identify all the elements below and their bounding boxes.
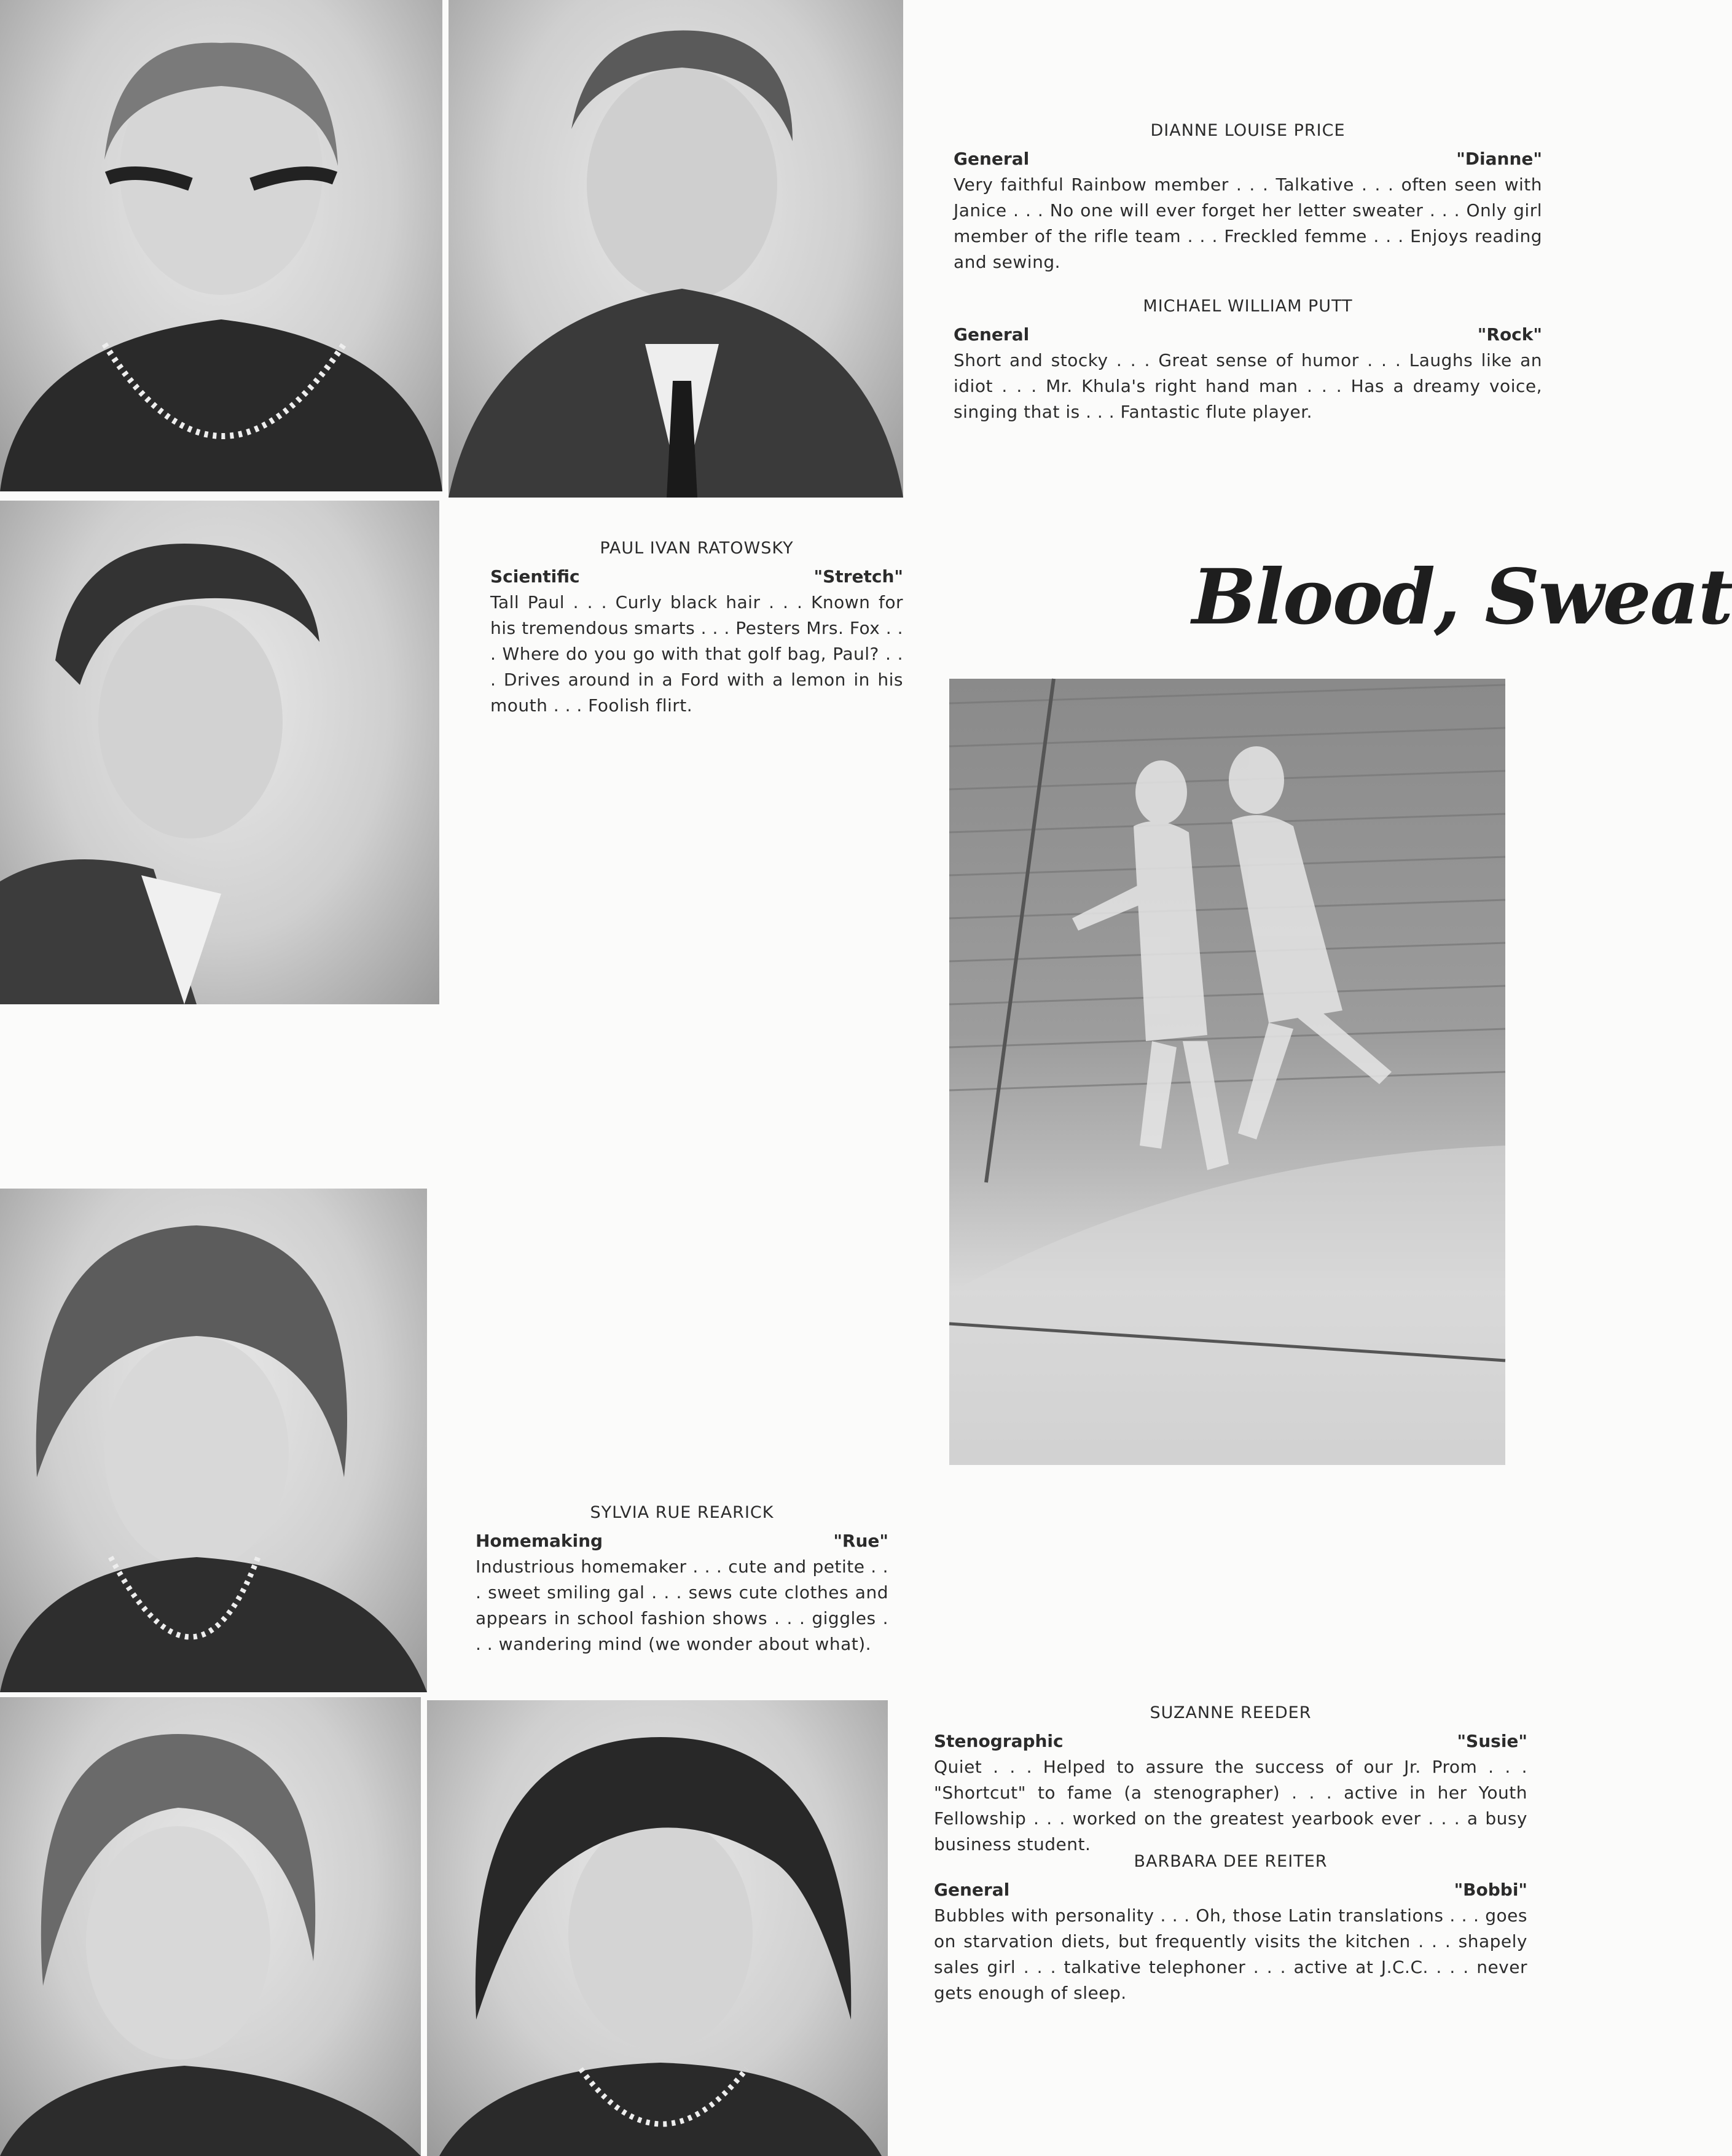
student-name: DIANNE LOUISE PRICE [1150,121,1346,140]
bio-text: Quiet . . . Helped to assure the success of our Jr. Prom . . . "Shortcut" to fame (a stenographer) . . . active in her Youth Fellowship . . . worked on the greatest yearbook ever . . . a busy business student. [934,1757,1527,1854]
course: Homemaking [476,1531,603,1551]
student-name: BARBARA DEE REITER [1134,1852,1328,1871]
course: General [954,149,1030,169]
nickname: "Stretch" [813,566,903,587]
student-name: PAUL IVAN RATOWSKY [600,539,794,558]
portrait-paul-ratowsky [0,501,439,1004]
course: General [954,324,1030,345]
portrait-michael-putt [449,0,903,498]
gym-runners-photo [949,679,1505,1465]
nickname: "Rock" [1477,324,1542,345]
bio-text: Very faithful Rainbow member . . . Talkative . . . often seen with Janice . . . No one will ever forget her letter sweater . . . Only girl member of the rifle team . . . Freckled femme . . . Enjoys reading and sewing. [954,174,1542,272]
bio-sylvia-rearick [476,1500,888,1657]
bio-dianne-price [954,118,1542,275]
student-name: SUZANNE REEDER [1150,1703,1312,1722]
nickname: "Susie" [1457,1731,1527,1751]
portrait-suzanne-reeder [0,1697,421,2156]
section-headline: Blood, Sweat [1192,553,1732,642]
bio-text: Short and stocky . . . Great sense of humor . . . Laughs like an idiot . . . Mr. Khula's right hand man . . . Has a dreamy voice, singing that is . . . Fantastic flute player. [954,350,1542,422]
portrait-dianne-price [0,0,442,491]
bio-text: Tall Paul . . . Curly black hair . . . Known for his tremendous smarts . . . Pesters Mrs. Fox . . . Where do you go with that golf bag, Paul? . . . Drives around in a Ford with a lemon in his mouth . . . Foolish flirt. [490,592,903,716]
bio-text: Bubbles with personality . . . Oh, those Latin translations . . . goes on starvation diets, but frequently visits the kitchen . . . shapely sales girl . . . talkative telephoner . . . active at J.C.C. . . . never gets enough of sleep. [934,1905,1527,2003]
nickname: "Rue" [833,1531,888,1551]
portrait-barbara-reiter [427,1700,888,2156]
bio-paul-ratowsky [490,536,903,719]
bio-text: Industrious homemaker . . . cute and petite . . . sweet smiling gal . . . sews cute clothes and appears in school fashion shows . . . giggles . . . wandering mind (we wonder about what). [476,1556,888,1654]
portrait-sylvia-rearick [0,1189,427,1692]
nickname: "Dianne" [1456,149,1542,169]
bio-barbara-reiter [934,1849,1527,2006]
bio-michael-putt [954,294,1542,425]
bio-suzanne-reeder [934,1700,1527,1857]
course: Stenographic [934,1731,1064,1751]
nickname: "Bobbi" [1454,1880,1527,1900]
course: General [934,1880,1010,1900]
student-name: SYLVIA RUE REARICK [590,1503,774,1522]
course: Scientific [490,566,580,587]
student-name: MICHAEL WILLIAM PUTT [1143,297,1353,316]
